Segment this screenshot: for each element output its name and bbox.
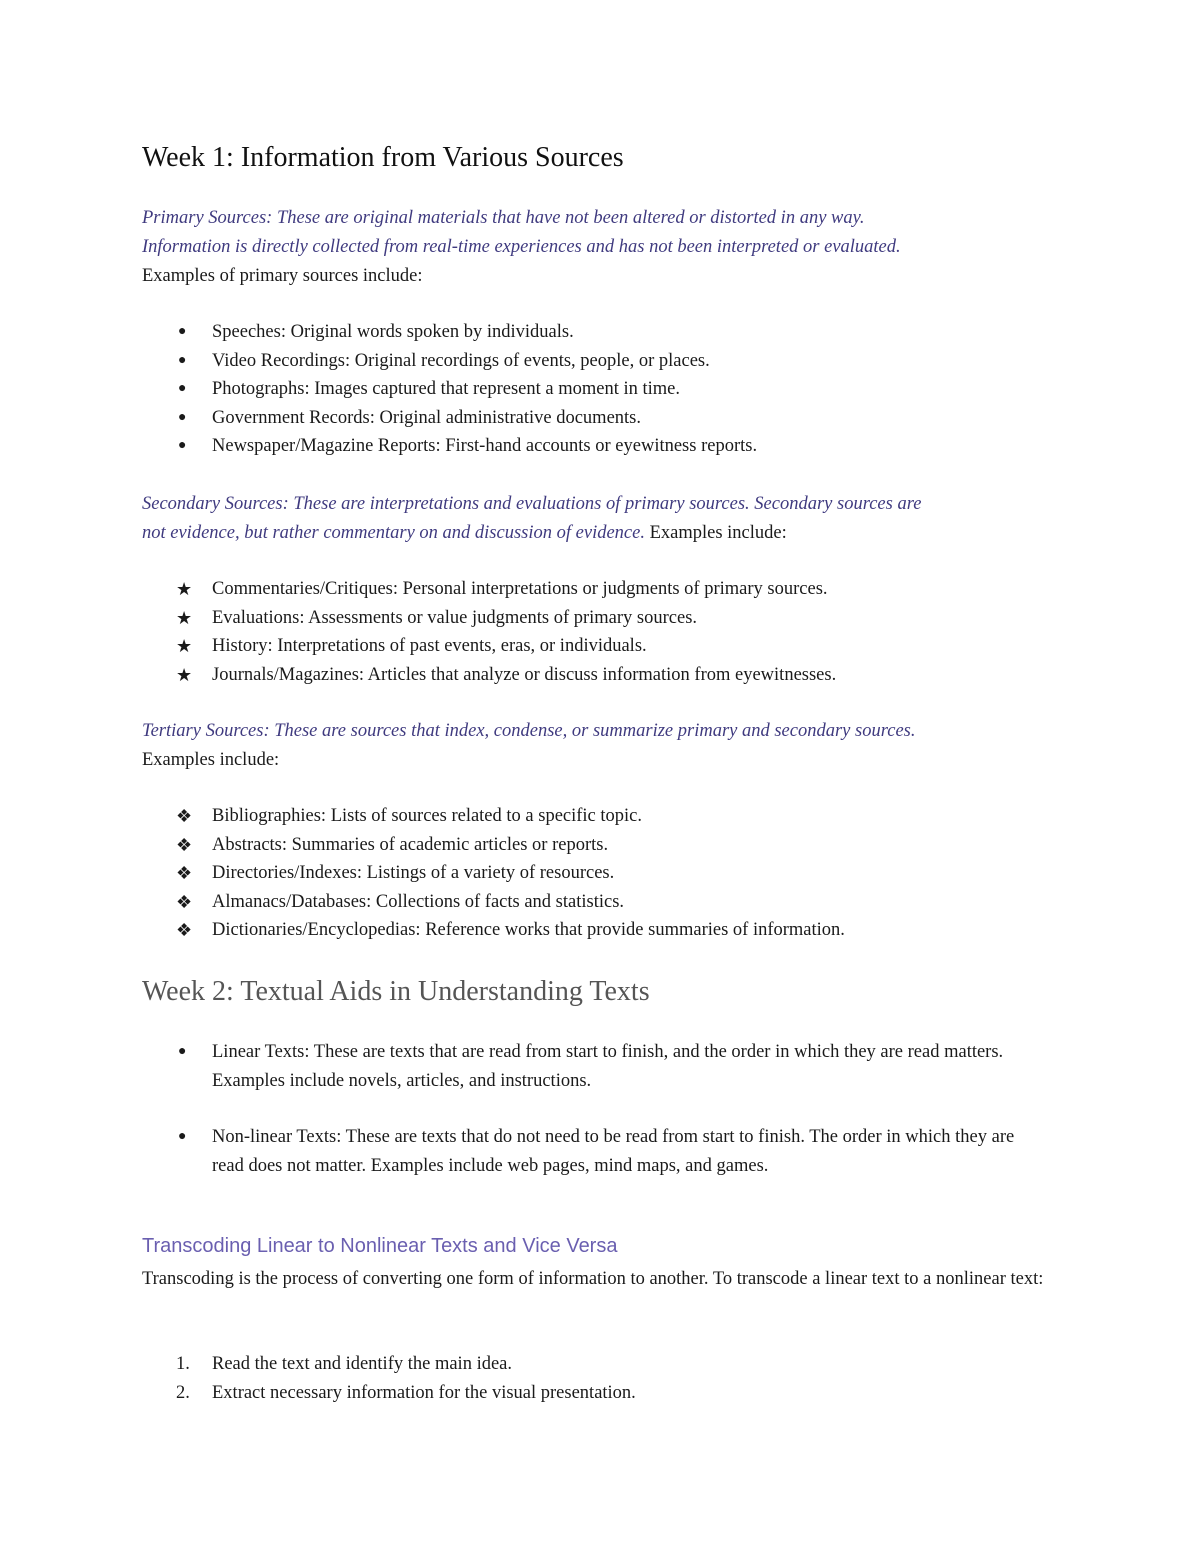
step-number: 2. [176, 1382, 190, 1403]
bullet-dot-icon: ● [178, 1044, 187, 1059]
secondary-sources-section [142, 490, 1060, 548]
list-item [142, 375, 1060, 404]
list-item [142, 1379, 1060, 1408]
tertiary-sources-section [142, 717, 1060, 775]
tertiary-definition-line-1: Tertiary Sources: These are sources that index, condense, or summarize primary and secondary sources. [142, 721, 916, 741]
tertiary-sources-list [142, 802, 1060, 945]
secondary-definition-line-2: not evidence, but rather commentary on and discussion of evidence. [142, 523, 645, 543]
list-item [142, 432, 1060, 461]
list-item [142, 632, 1060, 661]
diamond-bullet-icon: ❖ [176, 806, 193, 826]
text-types-list-wrap [142, 1038, 1032, 1208]
primary-definition-line-1: Primary Sources: These are original materials that have not been altered or distorted in any way. [142, 208, 865, 228]
list-item [142, 1350, 1060, 1379]
list-item [142, 888, 1060, 917]
list-item [142, 1123, 1032, 1180]
star-bullet-icon: ★ [176, 636, 193, 657]
week1-heading: Week 1: Information from Various Sources [142, 142, 624, 173]
star-bullet-icon: ★ [176, 607, 193, 628]
week2-heading: Week 2: Textual Aids in Understanding Texts [142, 976, 650, 1007]
list-item-text: Non-linear Texts: These are texts that do not need to be read from start to finish. The order in which they are read does not matter. Examples include web pages, mind maps, and games. [212, 1127, 1015, 1176]
transcoding-steps-list [142, 1350, 1060, 1407]
primary-definition-line-2: Information is directly collected from real-time experiences and has not been interpreted or evaluated. [142, 237, 901, 257]
transcoding-steps-wrap [142, 1350, 1060, 1407]
list-item [142, 347, 1060, 376]
transcoding-paragraph: Transcoding is the process of converting one form of information to another. To transcode a linear text to a nonlinear text: [142, 1269, 1044, 1289]
list-item [142, 831, 1060, 860]
list-item-text: Newspaper/Magazine Reports: First-hand accounts or eyewitness reports. [212, 436, 758, 457]
bullet-dot-icon: ● [178, 381, 187, 397]
list-item-text: Almanacs/Databases: Collections of facts and statistics. [212, 891, 625, 912]
list-item [142, 575, 1060, 604]
bullet-dot-icon: ● [178, 438, 187, 454]
transcoding-subheading: Transcoding Linear to Nonlinear Texts and Vice Versa [142, 1235, 618, 1257]
text-types-list [142, 1038, 1032, 1180]
bullet-dot-icon: ● [178, 352, 187, 368]
list-item-text: Evaluations: Assessments or value judgments of primary sources. [212, 607, 698, 628]
secondary-sources-list-wrap [142, 575, 1060, 689]
list-item-text: Read the text and identify the main idea. [212, 1354, 513, 1374]
secondary-sources-definition [142, 490, 1060, 548]
list-item-text: Abstracts: Summaries of academic articles or reports. [212, 834, 609, 855]
list-item-text: Dictionaries/Encyclopedias: Reference works that provide summaries of information. [212, 920, 845, 941]
bullet-dot-icon: ● [178, 1129, 187, 1145]
list-item-text: Government Records: Original administrative documents. [212, 407, 641, 428]
transcoding-section [142, 1265, 1060, 1294]
primary-sources-list-wrap [142, 318, 1060, 461]
list-item-text: History: Interpretations of past events, eras, or individuals. [212, 636, 647, 657]
list-item-text: Bibliographies: Lists of sources related to a specific topic. [212, 806, 643, 826]
list-item-text: Commentaries/Critiques: Personal interpretations or judgments of primary sources. [212, 579, 828, 599]
diamond-bullet-icon: ❖ [176, 920, 193, 941]
tertiary-sources-definition [142, 717, 1060, 775]
primary-examples-intro: Examples of primary sources include: [142, 266, 423, 286]
primary-sources-definition [142, 204, 1060, 291]
primary-sources-list [142, 318, 1060, 461]
list-item [142, 404, 1060, 433]
star-bullet-icon: ★ [176, 579, 193, 599]
list-item-text: Speeches: Original words spoken by individuals. [212, 322, 574, 342]
diamond-bullet-icon: ❖ [176, 891, 193, 912]
secondary-examples-intro: Examples include: [644, 523, 787, 543]
list-item-text: Extract necessary information for the visual presentation. [212, 1382, 636, 1403]
list-item [142, 859, 1060, 888]
secondary-definition-line-1: Secondary Sources: These are interpretations and evaluations of primary sources. Secondary sources are [142, 494, 922, 514]
tertiary-sources-list-wrap [142, 802, 1060, 945]
diamond-bullet-icon: ❖ [176, 834, 193, 855]
tertiary-examples-intro: Examples include: [142, 750, 280, 770]
list-item-text: Video Recordings: Original recordings of events, people, or places. [212, 350, 710, 371]
list-item [142, 1038, 1032, 1095]
step-number: 1. [176, 1354, 190, 1374]
list-item [142, 661, 1060, 690]
list-item [142, 318, 1060, 347]
list-item-text: Photographs: Images captured that represent a moment in time. [212, 379, 681, 400]
list-item-text: Directories/Indexes: Listings of a variety of resources. [212, 863, 615, 884]
list-item-text: Journals/Magazines: Articles that analyze or discuss information from eyewitnesses. [212, 664, 837, 685]
list-item [142, 916, 1060, 945]
bullet-dot-icon: ● [178, 324, 187, 339]
diamond-bullet-icon: ❖ [176, 863, 193, 884]
list-item-text: Linear Texts: These are texts that are read from start to finish, and the order in which they are read matters. Examples include novels, articles, and instructions. [212, 1042, 1004, 1091]
star-bullet-icon: ★ [176, 664, 193, 685]
list-item [142, 802, 1060, 831]
bullet-dot-icon: ● [178, 409, 187, 425]
secondary-sources-list [142, 575, 1060, 689]
list-item [142, 604, 1060, 633]
primary-sources-section [142, 204, 1060, 291]
